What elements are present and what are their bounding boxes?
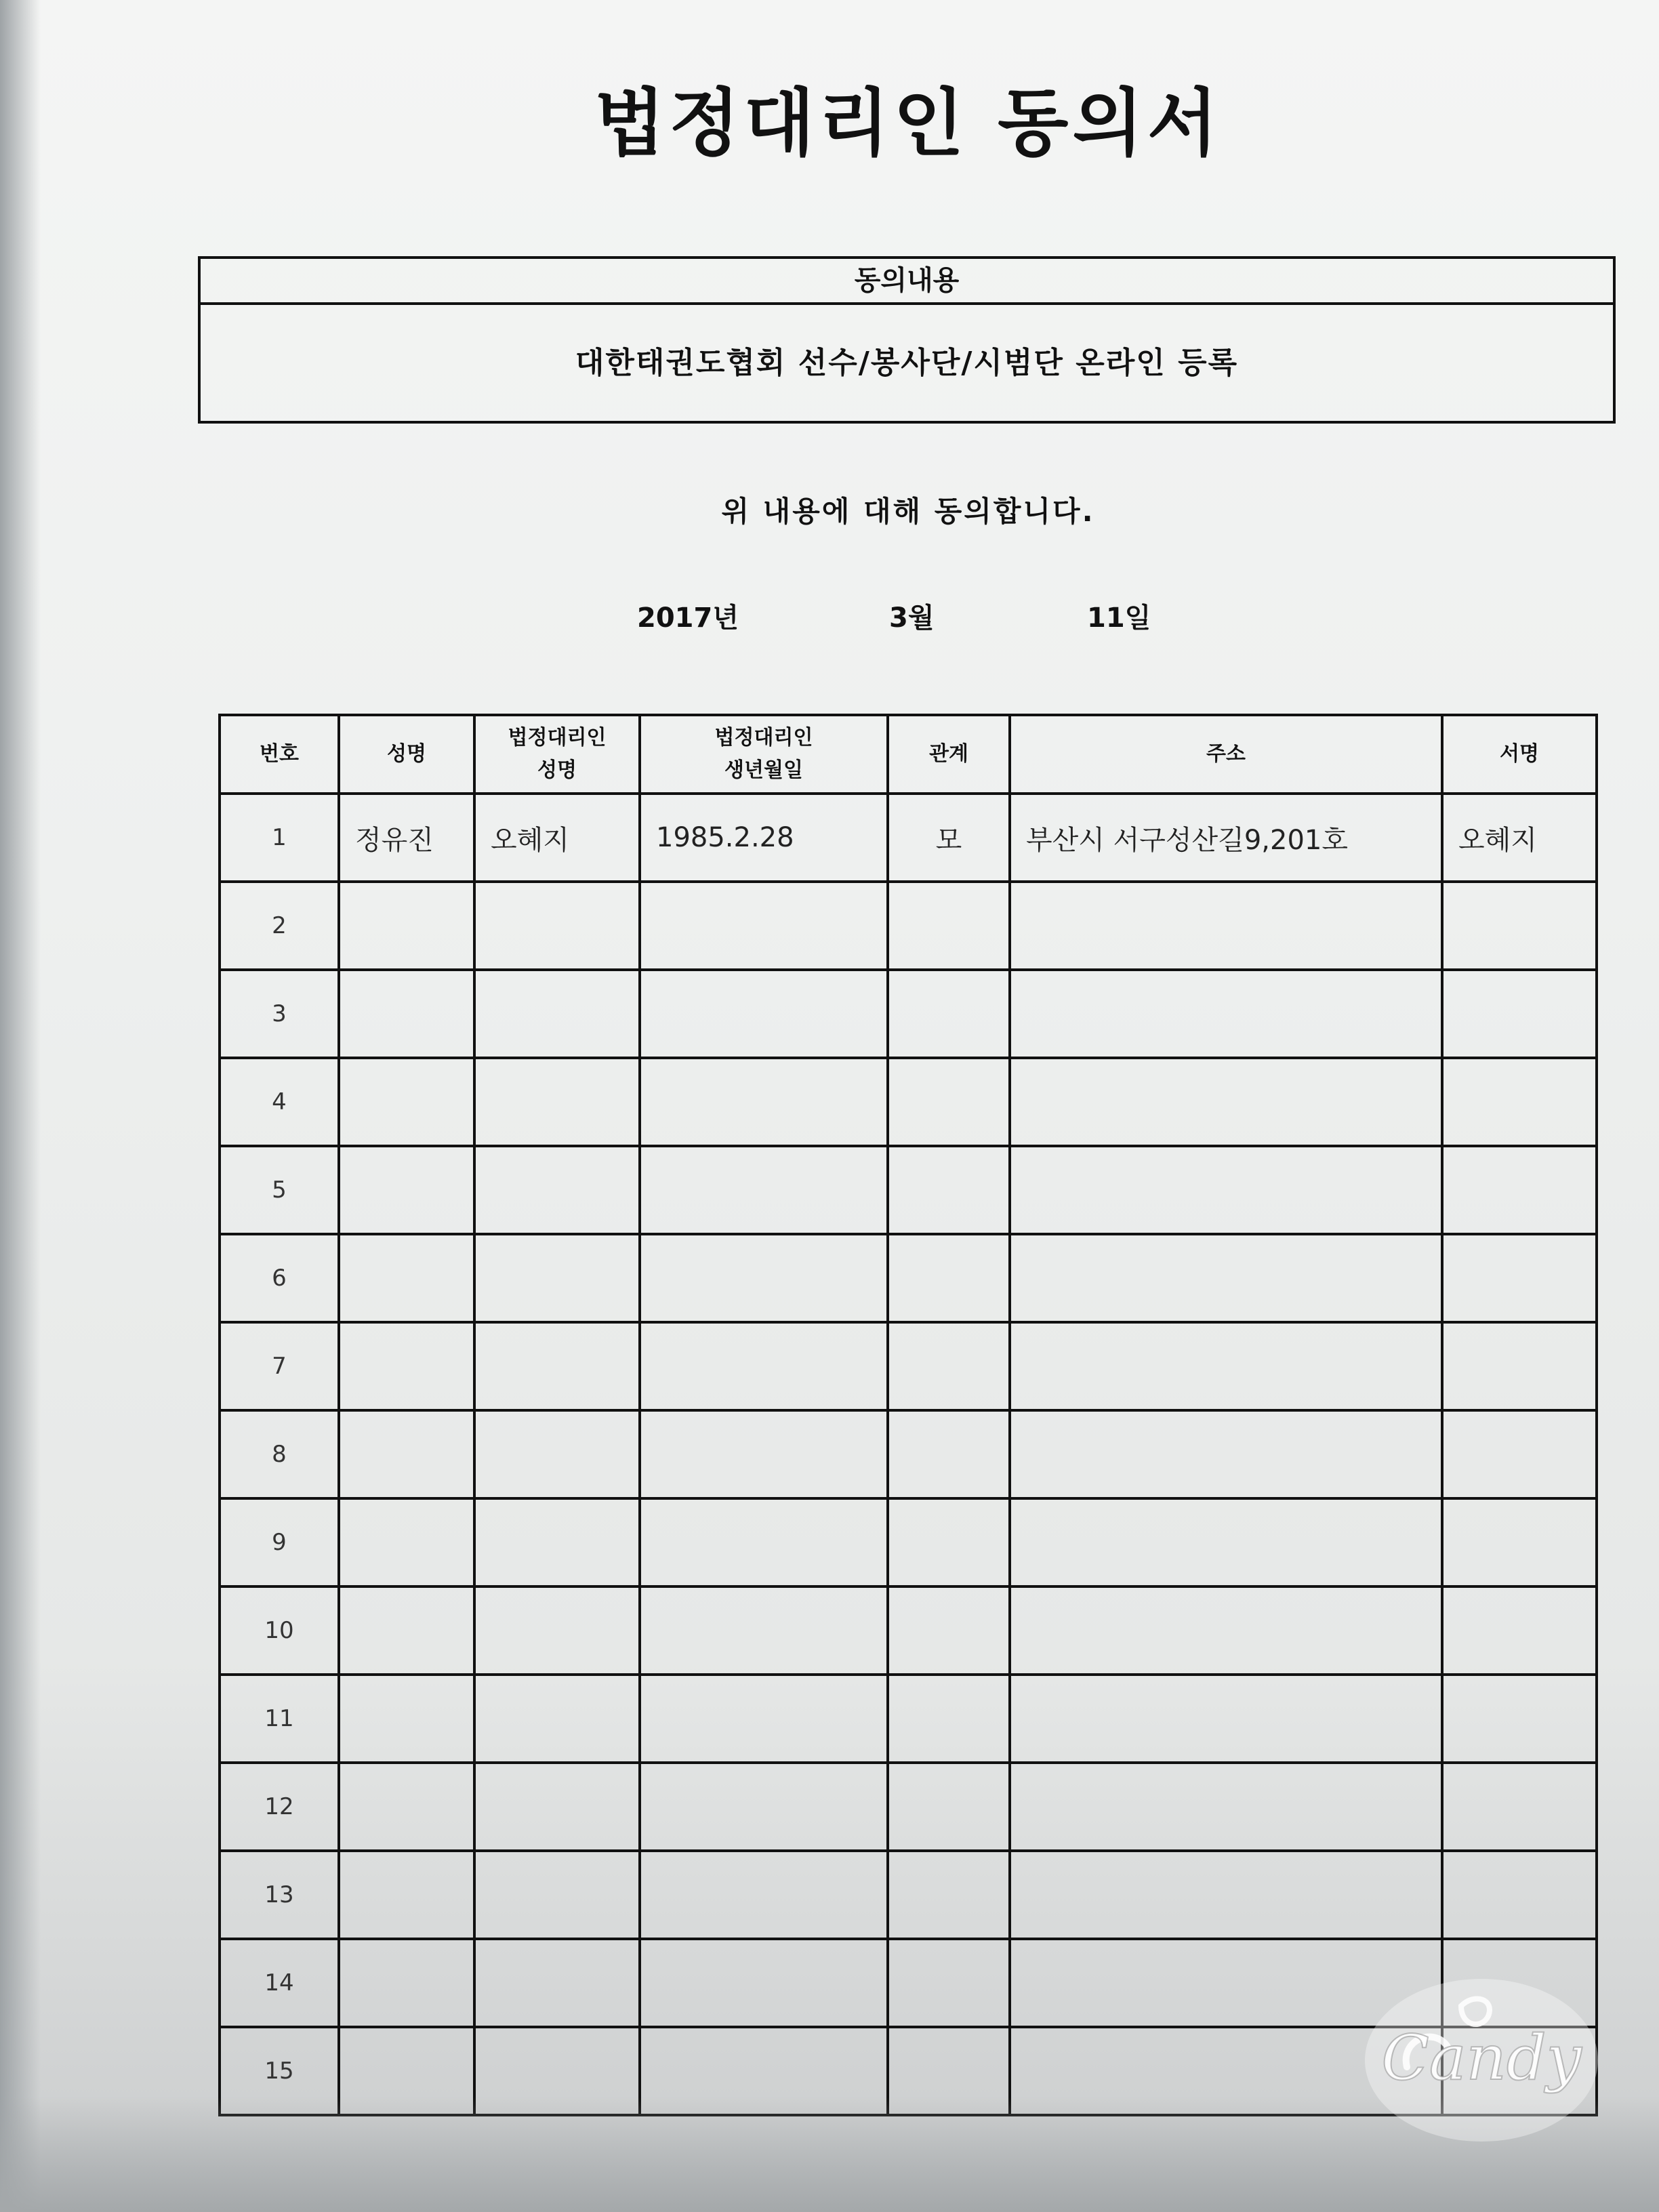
- guardian-birthdate-cell: [640, 1058, 888, 1146]
- participant-name-cell: [339, 1234, 474, 1322]
- relation-cell: [888, 970, 1010, 1058]
- signature-cell: [1442, 882, 1597, 970]
- signature-cell: [1442, 1234, 1597, 1322]
- relation-cell: [888, 1058, 1010, 1146]
- consent-box-header: 동의내용: [201, 259, 1613, 305]
- address-cell: [1010, 1234, 1442, 1322]
- guardian-name-cell: [474, 1146, 640, 1234]
- guardian-name-cell: [474, 1322, 640, 1410]
- screen-edge-shadow-left: [0, 0, 41, 2212]
- address-cell: [1010, 970, 1442, 1058]
- row-number: 10: [220, 1586, 339, 1675]
- consent-signature-table: [218, 714, 1598, 2116]
- table-row: [220, 1146, 1597, 1234]
- table-row: [220, 1586, 1597, 1675]
- row-number: 13: [220, 1851, 339, 1939]
- address-cell: [1010, 882, 1442, 970]
- column-header: [640, 715, 888, 794]
- address-cell: [1010, 1410, 1442, 1498]
- column-header-line1: 성명: [387, 742, 426, 766]
- guardian-birthdate-cell: [640, 1675, 888, 1763]
- signature-cell: [1442, 1322, 1597, 1410]
- address-cell: [1010, 1586, 1442, 1675]
- relation-cell: [888, 1763, 1010, 1851]
- guardian-birthdate-cell: 1985.2.28: [640, 794, 888, 882]
- table-row: [220, 1851, 1597, 1939]
- table-header-row: [220, 715, 1597, 794]
- guardian-birthdate-cell: [640, 1234, 888, 1322]
- address-cell: [1010, 1763, 1442, 1851]
- agree-statement: 위 내용에 대해 동의합니다.: [721, 495, 1095, 528]
- relation-cell: [888, 1675, 1010, 1763]
- guardian-birthdate-cell: [640, 1939, 888, 2027]
- signature-cell: [1442, 1851, 1597, 1939]
- table-row: [220, 1675, 1597, 1763]
- guardian-name-cell: [474, 1410, 640, 1498]
- guardian-birthdate-cell: [640, 1410, 888, 1498]
- table-row: [220, 1763, 1597, 1851]
- table-body: [220, 794, 1597, 2115]
- guardian-name-cell: [474, 1939, 640, 2027]
- signature-cell: [1442, 1498, 1597, 1586]
- participant-name-cell: [339, 1146, 474, 1234]
- address-cell: [1010, 1498, 1442, 1586]
- address-cell: [1010, 1851, 1442, 1939]
- relation-cell: [888, 1410, 1010, 1498]
- row-number: 11: [220, 1675, 339, 1763]
- guardian-birthdate-cell: [640, 1586, 888, 1675]
- guardian-name-cell: [474, 1675, 640, 1763]
- participant-name-cell: [339, 1939, 474, 2027]
- column-header-line1: 관계: [929, 742, 968, 766]
- guardian-birthdate-cell: [640, 1498, 888, 1586]
- guardian-birthdate-cell: [640, 1851, 888, 1939]
- column-header-line2: 생년월일: [724, 758, 803, 782]
- relation-cell: [888, 1146, 1010, 1234]
- column-header-line2: 성명: [537, 758, 577, 782]
- signature-cell: [1442, 1146, 1597, 1234]
- guardian-name-cell: [474, 970, 640, 1058]
- table-row: [220, 970, 1597, 1058]
- participant-name-cell: [339, 1058, 474, 1146]
- guardian-name-cell: [474, 1498, 640, 1586]
- row-number: 8: [220, 1410, 339, 1498]
- column-header-line1: 법정대리인: [714, 726, 813, 750]
- row-number: 5: [220, 1146, 339, 1234]
- address-cell: 부산시 서구성산길9,201호: [1010, 794, 1442, 882]
- signature-cell: [1442, 1058, 1597, 1146]
- table-row: [220, 1322, 1597, 1410]
- document-title: 법정대리인 동의서: [594, 81, 1223, 166]
- row-number: 4: [220, 1058, 339, 1146]
- column-header: [220, 715, 339, 794]
- participant-name-cell: [339, 1675, 474, 1763]
- relation-cell: [888, 1498, 1010, 1586]
- guardian-name-cell: [474, 1586, 640, 1675]
- row-number: 6: [220, 1234, 339, 1322]
- relation-cell: [888, 1939, 1010, 2027]
- column-header-line1: 법정대리인: [508, 726, 607, 750]
- table-row: [220, 794, 1597, 882]
- table-row: [220, 1058, 1597, 1146]
- column-header-line1: 번호: [260, 742, 299, 766]
- guardian-name-cell: [474, 1851, 640, 1939]
- guardian-name-cell: [474, 1058, 640, 1146]
- relation-cell: [888, 1234, 1010, 1322]
- address-cell: [1010, 1675, 1442, 1763]
- guardian-name-cell: [474, 882, 640, 970]
- participant-name-cell: 정유진: [339, 794, 474, 882]
- date-day: 11일: [1087, 602, 1151, 634]
- guardian-birthdate-cell: [640, 882, 888, 970]
- table-row: [220, 1410, 1597, 1498]
- participant-name-cell: [339, 882, 474, 970]
- guardian-birthdate-cell: [640, 1146, 888, 1234]
- date-month: 3월: [889, 602, 935, 634]
- signature-cell: [1442, 1763, 1597, 1851]
- column-header: [1010, 715, 1442, 794]
- relation-cell: [888, 1851, 1010, 1939]
- guardian-birthdate-cell: [640, 1763, 888, 1851]
- signature-cell: [1442, 1675, 1597, 1763]
- consent-box-content: 대한태권도협회 선수/봉사단/시범단 온라인 등록: [575, 346, 1239, 380]
- participant-name-cell: [339, 1498, 474, 1586]
- address-cell: [1010, 1146, 1442, 1234]
- relation-cell: [888, 1322, 1010, 1410]
- table-row: [220, 1234, 1597, 1322]
- participant-name-cell: [339, 1410, 474, 1498]
- column-header-line1: 주소: [1206, 742, 1246, 766]
- address-cell: [1010, 1322, 1442, 1410]
- watermark-text: Candy: [1381, 2022, 1582, 2094]
- row-number: 14: [220, 1939, 339, 2027]
- row-number: 12: [220, 1763, 339, 1851]
- address-cell: [1010, 1058, 1442, 1146]
- consent-content-box: [198, 256, 1616, 424]
- guardian-name-cell: 오혜지: [474, 794, 640, 882]
- column-header-line1: 서명: [1500, 742, 1539, 766]
- signature-cell: 오혜지: [1442, 794, 1597, 882]
- guardian-birthdate-cell: [640, 1322, 888, 1410]
- row-number: 15: [220, 2027, 339, 2115]
- guardian-birthdate-cell: [640, 970, 888, 1058]
- column-header: [474, 715, 640, 794]
- participant-name-cell: [339, 1586, 474, 1675]
- date-year: 2017년: [637, 602, 739, 634]
- participant-name-cell: [339, 1763, 474, 1851]
- relation-cell: [888, 882, 1010, 970]
- participant-name-cell: [339, 1322, 474, 1410]
- table-row: [220, 1498, 1597, 1586]
- column-header: [1442, 715, 1597, 794]
- row-number: 1: [220, 794, 339, 882]
- row-number: 3: [220, 970, 339, 1058]
- candy-watermark-logo: [1359, 1965, 1603, 2148]
- signature-cell: [1442, 1410, 1597, 1498]
- column-header: [339, 715, 474, 794]
- column-header: [888, 715, 1010, 794]
- signature-cell: [1442, 1586, 1597, 1675]
- guardian-name-cell: [474, 1234, 640, 1322]
- row-number: 7: [220, 1322, 339, 1410]
- signature-cell: [1442, 970, 1597, 1058]
- participant-name-cell: [339, 1851, 474, 1939]
- row-number: 9: [220, 1498, 339, 1586]
- relation-cell: [888, 1586, 1010, 1675]
- table-row: [220, 882, 1597, 970]
- relation-cell: 모: [888, 794, 1010, 882]
- row-number: 2: [220, 882, 339, 970]
- guardian-name-cell: [474, 1763, 640, 1851]
- participant-name-cell: [339, 970, 474, 1058]
